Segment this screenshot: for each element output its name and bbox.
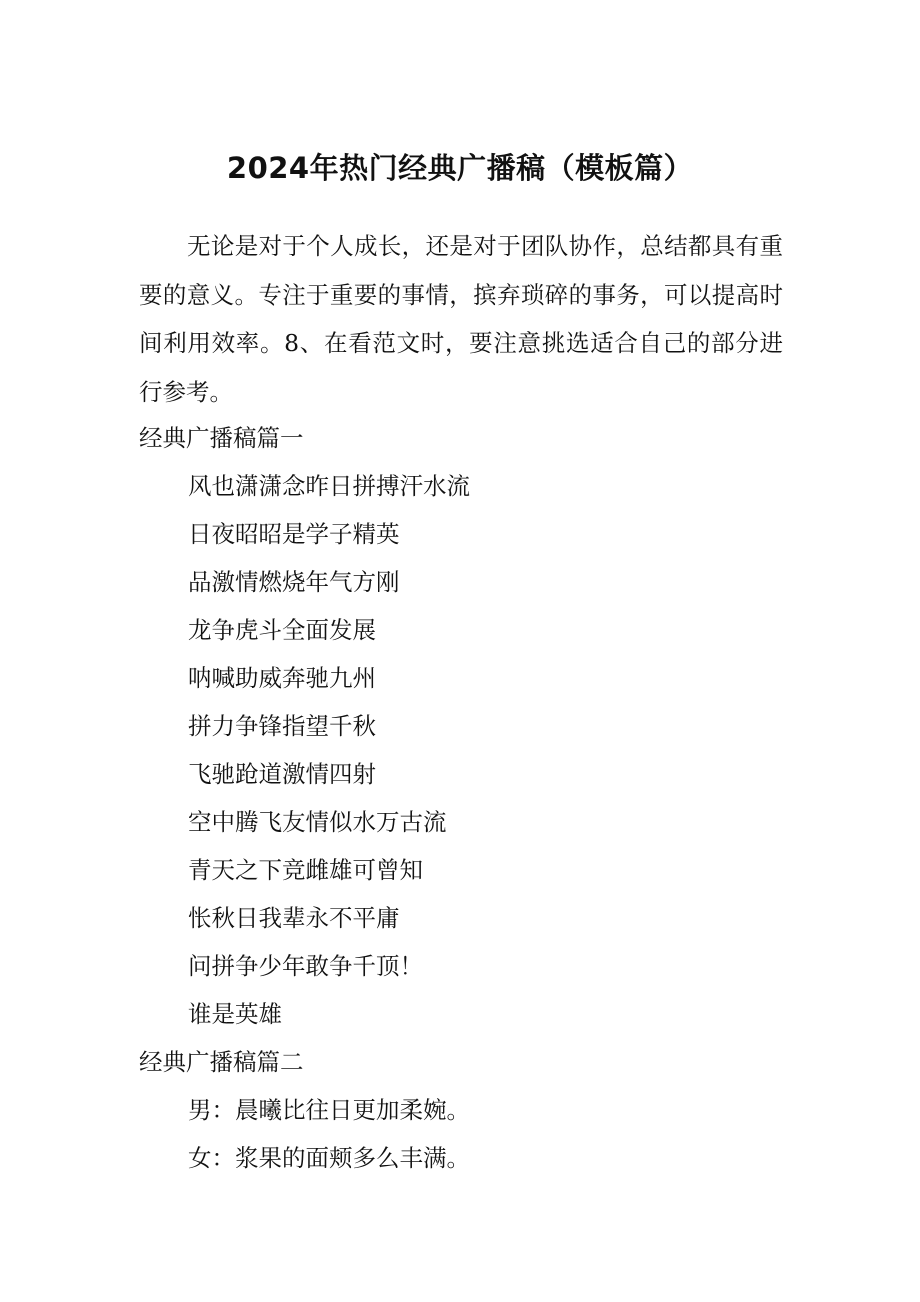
poem-line: 风也潇潇念昨日拼搏汗水流 [188,472,470,500]
section-heading-1: 经典广播稿篇一 [139,424,304,452]
poem-line: 拼力争锋指望千秋 [188,712,376,740]
dialogue-line: 女：浆果的面颊多么丰满。 [188,1144,470,1172]
poem-line: 青天之下竞雌雄可曾知 [188,856,423,884]
intro-paragraph: 无论是对于个人成长，还是对于团队协作，总结都具有重要的意义。专注于重要的事情，摈弃琐碎的事务，可以提高时间利用效率。8、在看范文时，要注意挑选适合自己的部分进行参考。 [139,232,783,406]
poem-line: 品激情燃烧年气方刚 [188,568,400,596]
poem-line: 飞驰跄道激情四射 [188,760,376,788]
document-title: 2024年热门经典广播稿（模板篇） [226,151,694,185]
poem-line: 问拼争少年敢争千顶！ [188,952,423,980]
poem-line: 呐喊助威奔驰九州 [188,664,376,692]
poem-line: 谁是英雄 [188,1000,282,1028]
section-heading-2: 经典广播稿篇二 [139,1048,304,1076]
poem-line: 怅秋日我辈永不平庸 [188,904,400,932]
dialogue-line: 男：晨曦比往日更加柔婉。 [188,1096,470,1124]
poem-line: 空中腾飞友情似水万古流 [188,808,447,836]
poem-line: 龙争虎斗全面发展 [188,616,376,644]
poem-line: 日夜昭昭是学子精英 [188,520,400,548]
